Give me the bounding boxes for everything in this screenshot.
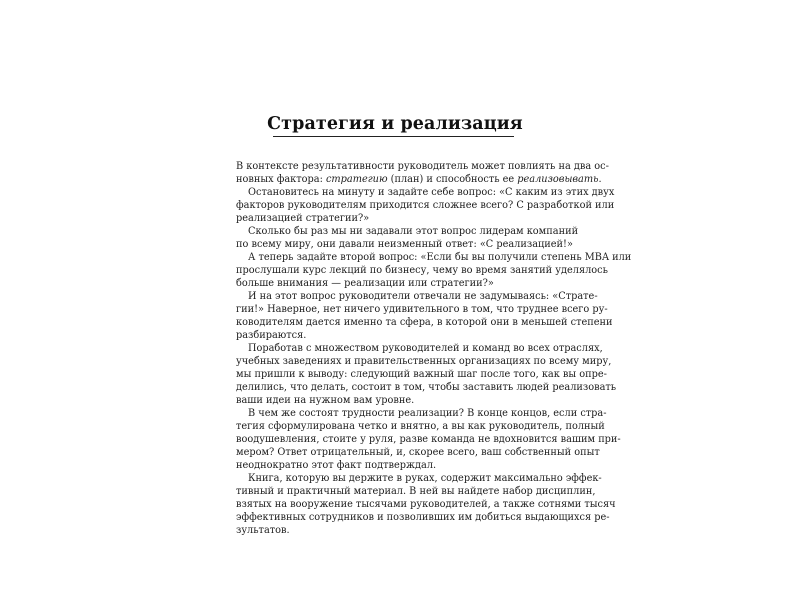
text-line: учебных заведениях и правительственных организациях по всему миру, <box>236 356 612 367</box>
paragraph <box>236 407 621 472</box>
paragraph <box>236 186 615 225</box>
chapter-title: Стратегия и реализация <box>267 114 523 134</box>
paragraph <box>236 225 579 251</box>
text-line: эффективных сотрудников и позволивших им добиться выдающихся ре- <box>236 512 610 523</box>
text-line: мы пришли к выводу: следующий важный шаг после того, как вы опре- <box>236 369 607 380</box>
text-line: Книга, которую вы держите в руках, содержит максимально эффек- <box>248 473 602 484</box>
text-line <box>236 173 602 186</box>
text-line: взятых на вооружение тысячами руководителей, а также сотнями тысяч <box>236 499 616 510</box>
text-line: тегия сформулирована четко и внятно, а вы как руководитель, полный <box>236 421 605 432</box>
text-line: Остановитесь на минуту и задайте себе вопрос: «С каким из этих двух <box>248 187 615 198</box>
text-segment: (план) и способность ее <box>387 174 518 185</box>
text-line: реализацией стратегии?» <box>236 213 370 224</box>
text-segment: . <box>598 174 602 185</box>
text-line: А теперь задайте второй вопрос: «Если бы вы получили степень MBA или <box>248 252 632 263</box>
title-underline <box>273 136 514 137</box>
text-segment: новных фактора: <box>236 174 326 185</box>
text-line: зультатов. <box>236 525 290 536</box>
text-line: Сколько бы раз мы ни задавали этот вопрос лидерам компаний <box>248 226 579 237</box>
emphasis-text: стратегию <box>325 174 388 185</box>
text-line: В чем же состоят трудности реализации? В конце концов, если стра- <box>248 408 607 419</box>
text-line: воодушевления, стоите у руля, разве команда не вдохновится вашим при- <box>236 434 621 445</box>
text-line: ководителям дается именно та сфера, в которой они в меньшей степени <box>236 317 613 328</box>
emphasis-text: реализовывать <box>517 174 599 185</box>
paragraph <box>236 160 609 186</box>
text-line: ваши идеи на нужном вам уровне. <box>236 395 415 406</box>
text-line: по всему миру, они давали неизменный ответ: «С реализацией!» <box>236 239 573 250</box>
paragraph <box>236 342 617 407</box>
text-line: И на этот вопрос руководители отвечали не задумываясь: «Страте- <box>248 291 598 302</box>
paragraph <box>236 290 613 342</box>
body-text <box>236 160 632 537</box>
text-line: Поработав с множеством руководителей и команд во всех отраслях, <box>248 343 603 354</box>
text-line: делились, что делать, состоит в том, чтобы заставить людей реализовать <box>236 382 617 393</box>
paragraph <box>236 251 632 290</box>
text-line: неоднократно этот факт подтверждал. <box>236 460 437 471</box>
text-line: разбираются. <box>236 330 307 341</box>
text-line: мером? Ответ отрицательный, и, скорее всего, ваш собственный опыт <box>236 447 600 458</box>
text-line: прослушали курс лекций по бизнесу, чему во время занятий уделялось <box>236 265 608 276</box>
text-line: тивный и практичный материал. В ней вы найдете набор дисциплин, <box>236 486 596 497</box>
text-line: больше внимания — реализации или стратегии?» <box>236 278 494 289</box>
text-line: В контексте результативности руководитель может повлиять на два ос- <box>236 161 609 172</box>
text-line: факторов руководителям приходится сложнее всего? С разработкой или <box>236 200 615 211</box>
paragraph <box>236 472 616 537</box>
text-line: гии!» Наверное, нет ничего удивительного в том, что труднее всего ру- <box>236 304 608 315</box>
